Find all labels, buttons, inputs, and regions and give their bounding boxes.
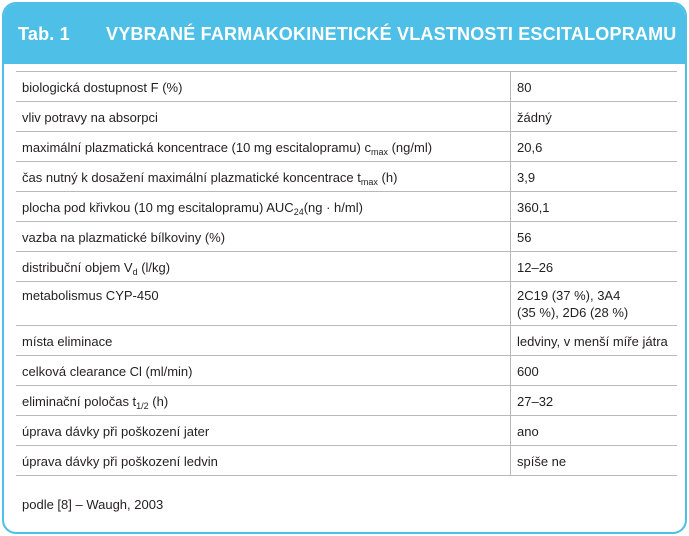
param-cell — [16, 252, 511, 281]
value-cell: 3,9 — [517, 170, 536, 185]
param-subscript: max — [370, 147, 388, 157]
value-cell: spíše ne — [517, 454, 567, 469]
table-row — [16, 72, 677, 102]
table-row — [16, 162, 677, 192]
param-subscript: 1/2 — [136, 401, 149, 411]
table-row — [16, 326, 677, 356]
table-row — [16, 192, 677, 222]
param-text: eliminační poločas t — [22, 394, 137, 409]
param-cell: úprava dávky při poškození jater — [16, 416, 511, 445]
param-cell: místa eliminace — [16, 326, 511, 355]
table-row — [16, 446, 677, 476]
param-text: čas nutný k dosažení maximální plazmatické koncentrace t — [22, 170, 361, 185]
param-cell: celková clearance Cl (ml/min) — [16, 356, 511, 385]
value-cell: 360,1 — [517, 200, 550, 215]
param-cell: úprava dávky při poškození ledvin — [16, 446, 511, 475]
param-cell: vazba na plazmatické bílkoviny (%) — [16, 222, 511, 251]
param-cell: vliv potravy na absorpci — [16, 102, 511, 131]
value-cell — [511, 282, 677, 325]
pharmacokinetics-table — [16, 71, 677, 476]
source-note: podle [8] – Waugh, 2003 — [22, 497, 164, 512]
value-line: 2C19 (37 %), 3A4 — [517, 288, 621, 303]
value-line: (35 %), 2D6 (28 %) — [517, 305, 629, 320]
param-subscript: max — [360, 177, 378, 187]
value-cell: 27–32 — [517, 394, 554, 409]
param-text-suffix: (ng · h/ml) — [303, 200, 363, 215]
param-cell: biologická dostupnost F (%) — [16, 72, 511, 101]
table-header — [4, 4, 685, 64]
table-row — [16, 222, 677, 252]
param-cell: metabolismus CYP-450 — [16, 282, 511, 325]
param-text-suffix: (h) — [148, 394, 169, 409]
value-cell: 12–26 — [517, 260, 554, 275]
table-title: VYBRANÉ FARMAKOKINETICKÉ VLASTNOSTI ESCITALOPRAMU — [106, 23, 677, 44]
value-cell: 600 — [517, 364, 539, 379]
table-frame — [2, 2, 687, 534]
table-row — [16, 416, 677, 446]
param-text: plocha pod křivkou (10 mg escitalopramu) AUC — [22, 200, 294, 215]
param-cell — [16, 162, 511, 191]
param-subscript: d — [132, 267, 138, 277]
param-text-suffix: (h) — [377, 170, 398, 185]
value-cell: žádný — [517, 110, 552, 125]
table-row — [16, 102, 677, 132]
param-text: distribuční objem V — [22, 260, 133, 275]
param-text-suffix: (l/kg) — [137, 260, 171, 275]
table-row — [16, 282, 677, 326]
table-row — [16, 356, 677, 386]
table-row — [16, 252, 677, 282]
table-number: Tab. 1 — [18, 23, 70, 44]
param-cell — [16, 386, 511, 415]
param-cell — [16, 192, 511, 221]
param-text: maximální plazmatická koncentrace (10 mg escitalopramu) c — [22, 140, 371, 155]
value-cell: 56 — [517, 230, 532, 245]
param-cell — [16, 132, 511, 161]
value-cell: ledviny, v menší míře játra — [517, 334, 668, 349]
table-row — [16, 386, 677, 416]
value-cell: 20,6 — [517, 140, 543, 155]
param-text-suffix: (ng/ml) — [387, 140, 433, 155]
value-cell: ano — [517, 424, 539, 439]
table-row — [16, 132, 677, 162]
value-cell: 80 — [517, 80, 532, 95]
param-subscript: 24 — [293, 207, 304, 217]
